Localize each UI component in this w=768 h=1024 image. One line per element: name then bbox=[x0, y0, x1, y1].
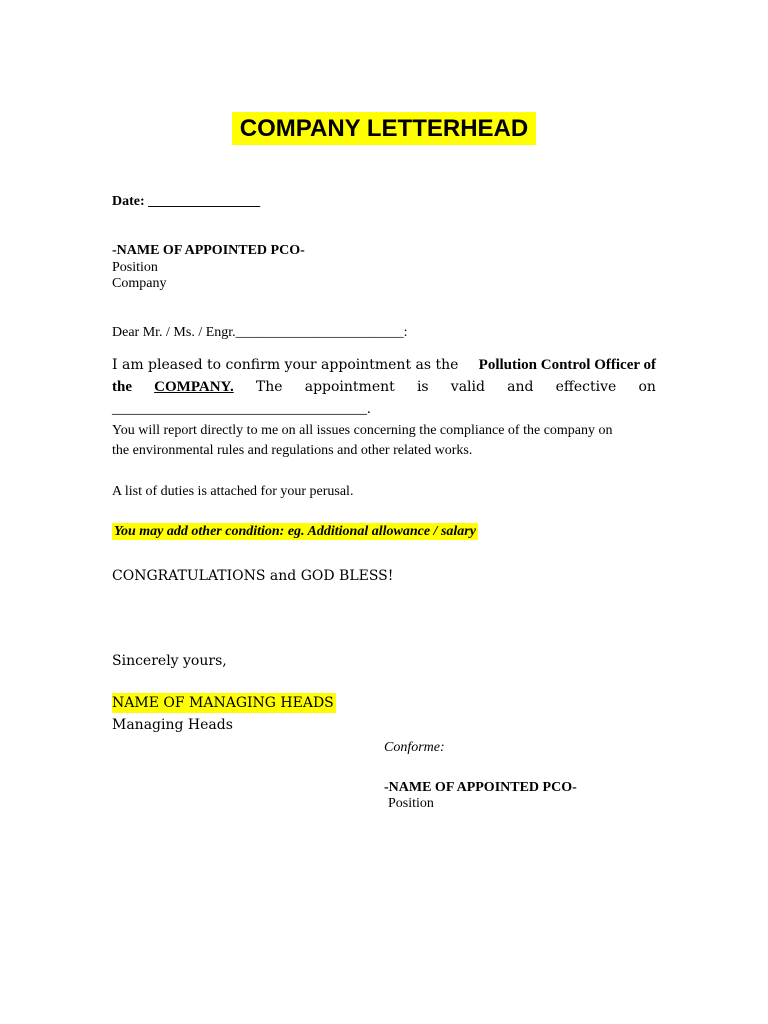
salutation: Dear Mr. / Ms. / Engr.________________________: bbox=[112, 325, 408, 340]
paragraph1-word: appointment bbox=[304, 379, 395, 395]
paragraph1-word: effective bbox=[555, 379, 617, 395]
signatory-name: NAME OF MANAGING HEADS bbox=[112, 695, 334, 711]
date-label: Date: bbox=[112, 194, 145, 209]
congrats: CONGRATULATIONS and GOD BLESS! bbox=[112, 568, 394, 584]
paragraph2-line2: the environmental rules and regulations and other related works. bbox=[112, 443, 473, 458]
paragraph1-word: valid bbox=[450, 379, 485, 395]
paragraph1-role: Pollution Control Officer of bbox=[478, 357, 656, 373]
paragraph1-word: and bbox=[507, 379, 534, 395]
conforme-position: Position bbox=[388, 796, 434, 811]
note-highlight: You may add other condition: eg. Additional allowance / salary bbox=[114, 524, 476, 539]
date-line bbox=[112, 193, 260, 210]
paragraph3: A list of duties is attached for your perusal. bbox=[112, 484, 354, 499]
paragraph1-line1 bbox=[112, 355, 656, 375]
conforme-label: Conforme: bbox=[384, 740, 445, 755]
signatory-title: Managing Heads bbox=[112, 717, 233, 733]
paragraph1-line2 bbox=[112, 377, 656, 397]
paragraph1-word: is bbox=[416, 379, 429, 395]
recipient-name: -NAME OF APPOINTED PCO- bbox=[112, 243, 305, 258]
conforme-name: -NAME OF APPOINTED PCO- bbox=[384, 780, 577, 795]
paragraph1-intro: I am pleased to confirm your appointment as the bbox=[112, 357, 459, 373]
paragraph2-line1: You will report directly to me on all issues concerning the compliance of the company on bbox=[112, 423, 613, 438]
recipient-company: Company bbox=[112, 276, 167, 291]
paragraph1-blank-line: __________________________________. bbox=[112, 401, 371, 417]
date-blank: ________________ bbox=[148, 194, 261, 209]
recipient-position: Position bbox=[112, 260, 158, 275]
closing: Sincerely yours, bbox=[112, 653, 227, 669]
letterhead-title: COMPANY LETTERHEAD bbox=[232, 112, 536, 145]
paragraph1-company: COMPANY. bbox=[154, 379, 234, 395]
paragraph1-the: the bbox=[112, 379, 132, 395]
paragraph1-word: The bbox=[255, 379, 283, 395]
paragraph1-word: on bbox=[638, 379, 656, 395]
